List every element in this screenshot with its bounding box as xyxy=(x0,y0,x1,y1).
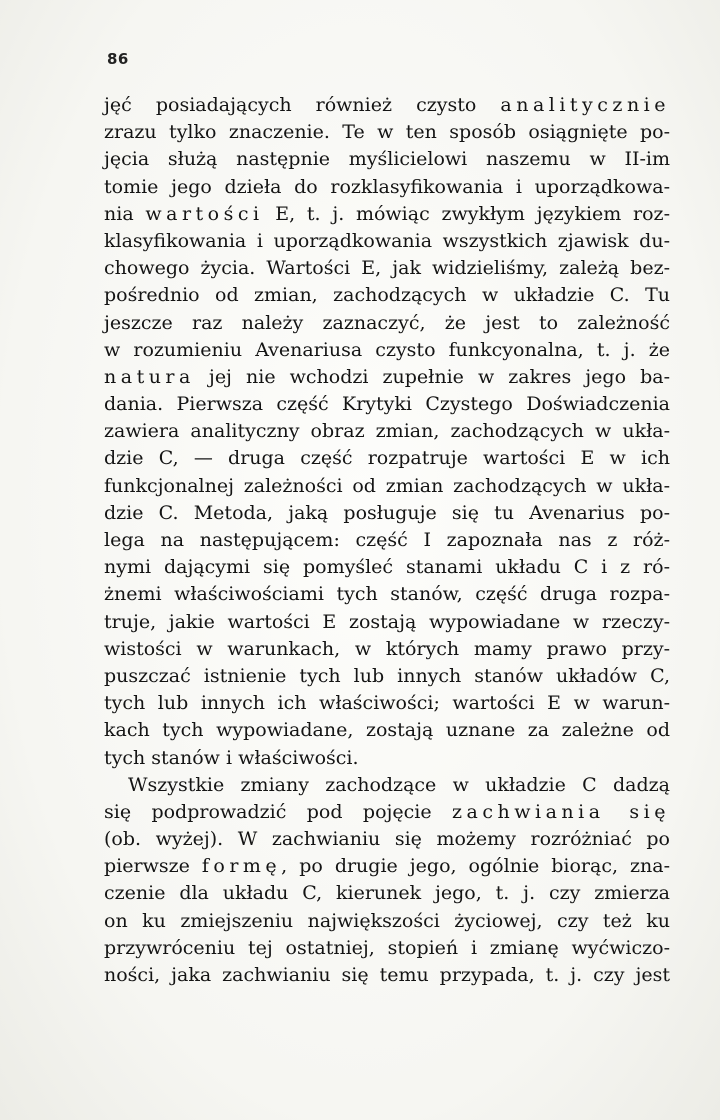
text-line xyxy=(104,146,670,173)
text-line xyxy=(104,935,670,962)
text-segment: truje, jakie wartości E zostają wypowiadane w rzeczy- xyxy=(104,610,670,633)
text-segment: dzie C, — druga część rozpatruje wartości E w ich xyxy=(104,447,670,470)
text-line xyxy=(104,92,670,119)
text-segment: (ob. wyżej). W zachwianiu się możemy rozróżniać po xyxy=(104,828,670,851)
text-line xyxy=(104,228,670,255)
text-segment: tych stanów i właściwości. xyxy=(104,746,359,769)
text-line xyxy=(104,174,670,201)
text-line xyxy=(104,337,670,364)
text-segment: zrazu tylko znaczenie. Te w ten sposób osiągnięte po- xyxy=(104,121,670,144)
text-segment: tych lub innych ich właściwości; wartości E w warun- xyxy=(104,692,670,715)
text-line xyxy=(104,282,670,309)
text-segment: klasyfikowania i uporządkowania wszystkich zjawisk du- xyxy=(104,229,670,252)
text-segment: w rozumieniu Avenariusa czysto funkcyonalna, t. j. że xyxy=(104,338,670,361)
text-line xyxy=(104,554,670,581)
text-line xyxy=(104,799,670,826)
text-line xyxy=(104,581,670,608)
text-segment: jeszcze raz należy zaznaczyć, że jest to zależność xyxy=(104,311,670,334)
text-segment: ności, jaka zachwianiu się temu przypada, t. j. czy jest xyxy=(104,964,670,986)
text-line xyxy=(104,364,670,391)
text-segment: czenie dla układu C, kierunek jego, t. j. czy zmierza xyxy=(104,882,670,905)
emphasized-spaced-text: zachwiania się xyxy=(452,800,670,823)
text-line xyxy=(104,772,670,799)
text-segment: żnemi właściwościami tych stanów, część druga rozpa- xyxy=(104,583,670,606)
text-line xyxy=(104,826,670,853)
text-segment: funkcjonalnej zależności od zmian zachodzących w ukła- xyxy=(104,474,670,497)
text-segment: się podprowadzić pod pojęcie xyxy=(104,800,453,823)
text-line xyxy=(104,500,670,527)
text-segment: jęcia służą następnie myślicielowi naszemu w II-im xyxy=(104,148,670,171)
emphasized-spaced-text: wartości xyxy=(145,202,264,225)
text-segment: , po drugie jego, ogólnie biorąc, zna- xyxy=(281,855,671,878)
text-line xyxy=(104,690,670,717)
text-segment: on ku zmiejszeniu największości życiowej, czy też ku xyxy=(104,909,670,932)
text-segment: puszczać istnienie tych lub innych stanów układów C, xyxy=(104,664,670,687)
text-segment: jęć posiadających również czysto xyxy=(104,94,501,116)
text-segment: Wszystkie zmiany zachodzące w układzie C dadzą xyxy=(128,773,670,796)
text-line xyxy=(104,119,670,146)
emphasized-spaced-text: analitycznie xyxy=(500,94,670,116)
emphasized-spaced-text: natura xyxy=(104,365,195,388)
text-line xyxy=(104,853,670,880)
text-line xyxy=(104,717,670,744)
emphasized-spaced-text: formę xyxy=(201,855,282,878)
text-segment: nymi dającymi się pomyśleć stanami układu C i z ró- xyxy=(104,556,670,579)
text-line xyxy=(104,445,670,472)
text-line xyxy=(104,962,670,989)
text-line xyxy=(104,418,670,445)
text-segment: E, t. j. mówiąc zwykłym językiem roz- xyxy=(263,202,670,225)
text-segment: tomie jego dzieła do rozklasyfikowania i uporządkowa- xyxy=(104,175,670,198)
text-segment: kach tych wypowiadane, zostają uznane za zależne od xyxy=(104,719,670,742)
text-line xyxy=(104,609,670,636)
text-segment: wistości w warunkach, w których mamy prawo przy- xyxy=(104,637,670,660)
text-line xyxy=(104,255,670,282)
text-segment: chowego życia. Wartości E, jak widzieliśmy, zależą bez- xyxy=(104,257,670,280)
text-segment: pierwsze xyxy=(104,855,202,878)
text-line xyxy=(104,527,670,554)
text-segment: nia xyxy=(104,202,146,225)
text-segment: jej nie wchodzi zupełnie w zakres jego ba- xyxy=(194,365,670,388)
page-number: 86 xyxy=(107,50,129,68)
text-segment: dania. Pierwsza część Krytyki Czystego Doświadczenia xyxy=(104,393,670,416)
text-line xyxy=(104,310,670,337)
text-segment: przywróceniu tej ostatniej, stopień i zmianę wyćwiczo- xyxy=(104,936,670,959)
body-text xyxy=(104,92,670,989)
text-line xyxy=(104,880,670,907)
text-segment: zawiera analityczny obraz zmian, zachodzących w ukła- xyxy=(104,420,670,443)
text-line xyxy=(104,908,670,935)
text-line xyxy=(104,473,670,500)
text-segment: lega na następującem: część I zapoznała nas z róż- xyxy=(104,529,670,551)
text-segment: pośrednio od zmian, zachodzących w układzie C. Tu xyxy=(104,284,670,307)
text-line xyxy=(104,201,670,228)
text-line xyxy=(104,745,670,772)
text-line xyxy=(104,391,670,418)
text-line xyxy=(104,636,670,663)
text-line xyxy=(104,663,670,690)
text-segment: dzie C. Metoda, jaką posługuje się tu Avenarius po- xyxy=(104,501,670,524)
